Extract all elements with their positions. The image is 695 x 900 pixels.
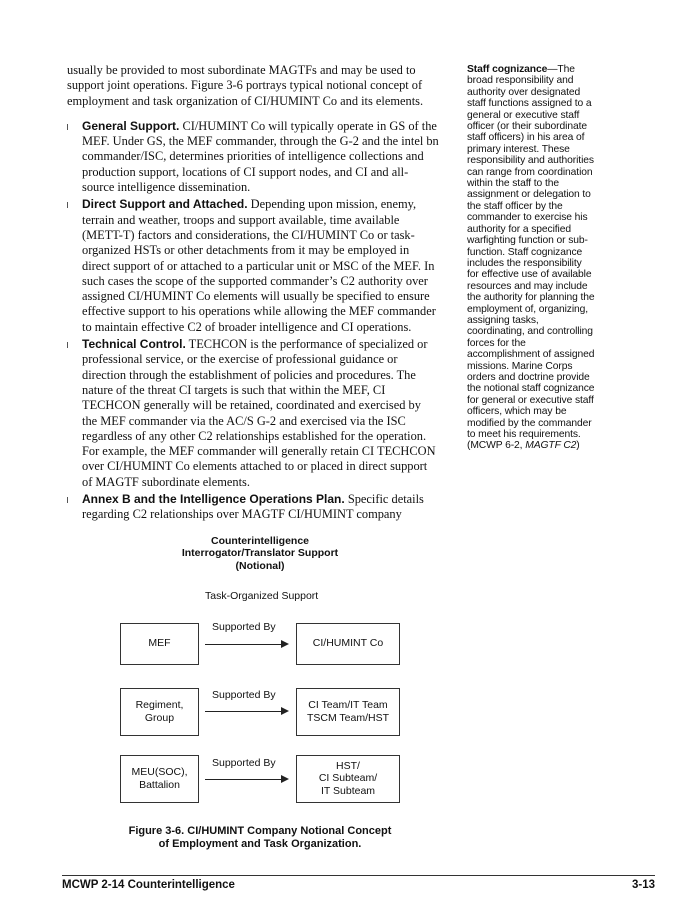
page-number: 3-13 [631, 878, 655, 891]
bullet-technical-control [67, 337, 439, 490]
box-text: CI/HUMINT Co [312, 637, 384, 650]
supported-by-label: Supported By [212, 620, 276, 633]
box-text: MEF [148, 637, 171, 650]
sidebar-text: —The broad responsibility and authority over designated staff functions assigned to a general or executive staff officer (or their subordinate staff officers) in his area of primary interest. These responsibility and authorities can range from coordination within the staff to the assignment or delegation to the staff officer by the commander to exercise his authority for a specified warfighting function or sub-function. Staff cognizance includes the responsibility for effective use of available resources and may include the authority for planning the employment of, organizing, assigning tasks, coordinating, and controlling forces for the accomplishment of assigned missions. Marine Corps orders and doctrine provide the notional staff cognizance for general or executive staff officers, which may be modified by the commander to meet his requirements. (MCWP 6-2, [467, 64, 595, 452]
sidebar-term: Staff cognizance [467, 64, 548, 75]
caption-line: Figure 3-6. CI/HUMINT Company Notional Concept [128, 824, 392, 837]
box-text: TSCM Team/HST [306, 711, 390, 724]
box-ci-humint-co [296, 623, 400, 665]
bullet-text: CI/HUMINT Co will typically operate in GS of the MEF. Under GS, the MEF commander, through the G-2 and the intel bn commander/ISC, determines priorities of intelligence collections and production support, locations of CI support nodes, and CI and all-source intelligence dissemination. [82, 118, 439, 195]
caption-line: of Employment and Task Organization. [158, 837, 362, 850]
footer-publication: MCWP 2-14 Counterintelligence [62, 878, 235, 891]
box-mef [120, 623, 199, 665]
supported-by-label: Supported By [212, 756, 276, 769]
main-text [67, 63, 439, 523]
box-text: Group [144, 711, 175, 724]
box-text: Battalion [139, 778, 180, 791]
bullet-title: General Support. [82, 118, 180, 133]
sidebar-definition [467, 64, 595, 452]
box-regiment-group [120, 688, 199, 736]
box-hst-subteam [296, 755, 400, 803]
box-ci-team [296, 688, 400, 736]
intro-paragraph: usually be provided to most subordinate MAGTFs and may be used to support joint operations. Figure 3-6 portrays typical notional concept of employment and task organization of CI/HUMINT Co and its elements. [67, 63, 424, 108]
page-footer [62, 875, 655, 900]
arrow-right-icon [205, 644, 283, 645]
figure-title [160, 535, 360, 573]
bullet-title: Direct Support and Attached. [82, 197, 248, 212]
bullet-mark [67, 124, 68, 130]
figure-title-line: Interrogator/Translator Support [181, 547, 339, 560]
arrow-right-icon [205, 711, 283, 712]
figure-title-line: (Notional) [235, 559, 285, 572]
bullet-annex-b [67, 492, 439, 523]
box-text: Regiment, [135, 699, 184, 712]
bullet-direct-support [67, 197, 439, 335]
box-text: IT Subteam [320, 784, 376, 797]
arrow-right-icon [205, 779, 283, 780]
figure-3-6 [0, 535, 695, 853]
bullet-text: Depending upon mission, enemy, terrain and weather, troops and support available, time available (METT-T) factors and considerations, the CI/HUMINT Co or task-organized HSTs or other detachments from it may be employed in direct support of or attached to a particular unit or MSC of the MEF. In such cases the scope of the supported commander’s C2 authority over assigned CI/HUMINT Co elements will usually be specified to ensure effective support to his operations while allowing the MEF commander to maintain effective C2 of broader intelligence and CI operations. [82, 197, 436, 334]
box-text: CI Team/IT Team [308, 699, 388, 712]
box-text: CI Subteam/ [318, 772, 378, 785]
bullet-title: Technical Control. [82, 337, 186, 352]
bullet-text: TECHCON is the performance of specialized or professional service, or the exercise of professional guidance or direction through the establishment of policies and procedures. The nature of the threat CI targets is such that within the MEF, CI TECHCON generally will be retained, coordinated and exercised by the MEF commander via the AC/S G-2 and exercised via the ISC regardless of any other C2 relationships established for the operation. For example, the MEF commander will generally retain CI TECHCON over CI/HUMINT Co elements attached to or placed in direct support of MAGTF subordinate elements. [82, 337, 436, 489]
bullet-general-support [67, 119, 439, 195]
sidebar-citation: MAGTF C2 [525, 440, 577, 452]
bullet-text: Specific details regarding C2 relationships over MAGTF CI/HUMINT company [82, 492, 424, 522]
figure-caption [100, 825, 420, 851]
bullet-title: Annex B and the Intelligence Operations Plan. [82, 492, 345, 507]
sidebar-close: ) [576, 440, 580, 452]
figure-title-line: Counterintelligence [210, 534, 309, 547]
box-meu-battalion [120, 755, 199, 803]
box-text: MEU(SOC), [131, 766, 188, 779]
supported-by-label: Supported By [212, 688, 276, 701]
bullet-mark [67, 497, 68, 503]
box-text: HST/ [336, 759, 360, 772]
bullet-mark [67, 342, 68, 348]
bullet-mark [67, 202, 68, 208]
figure-subtitle: Task-Organized Support [205, 589, 319, 602]
